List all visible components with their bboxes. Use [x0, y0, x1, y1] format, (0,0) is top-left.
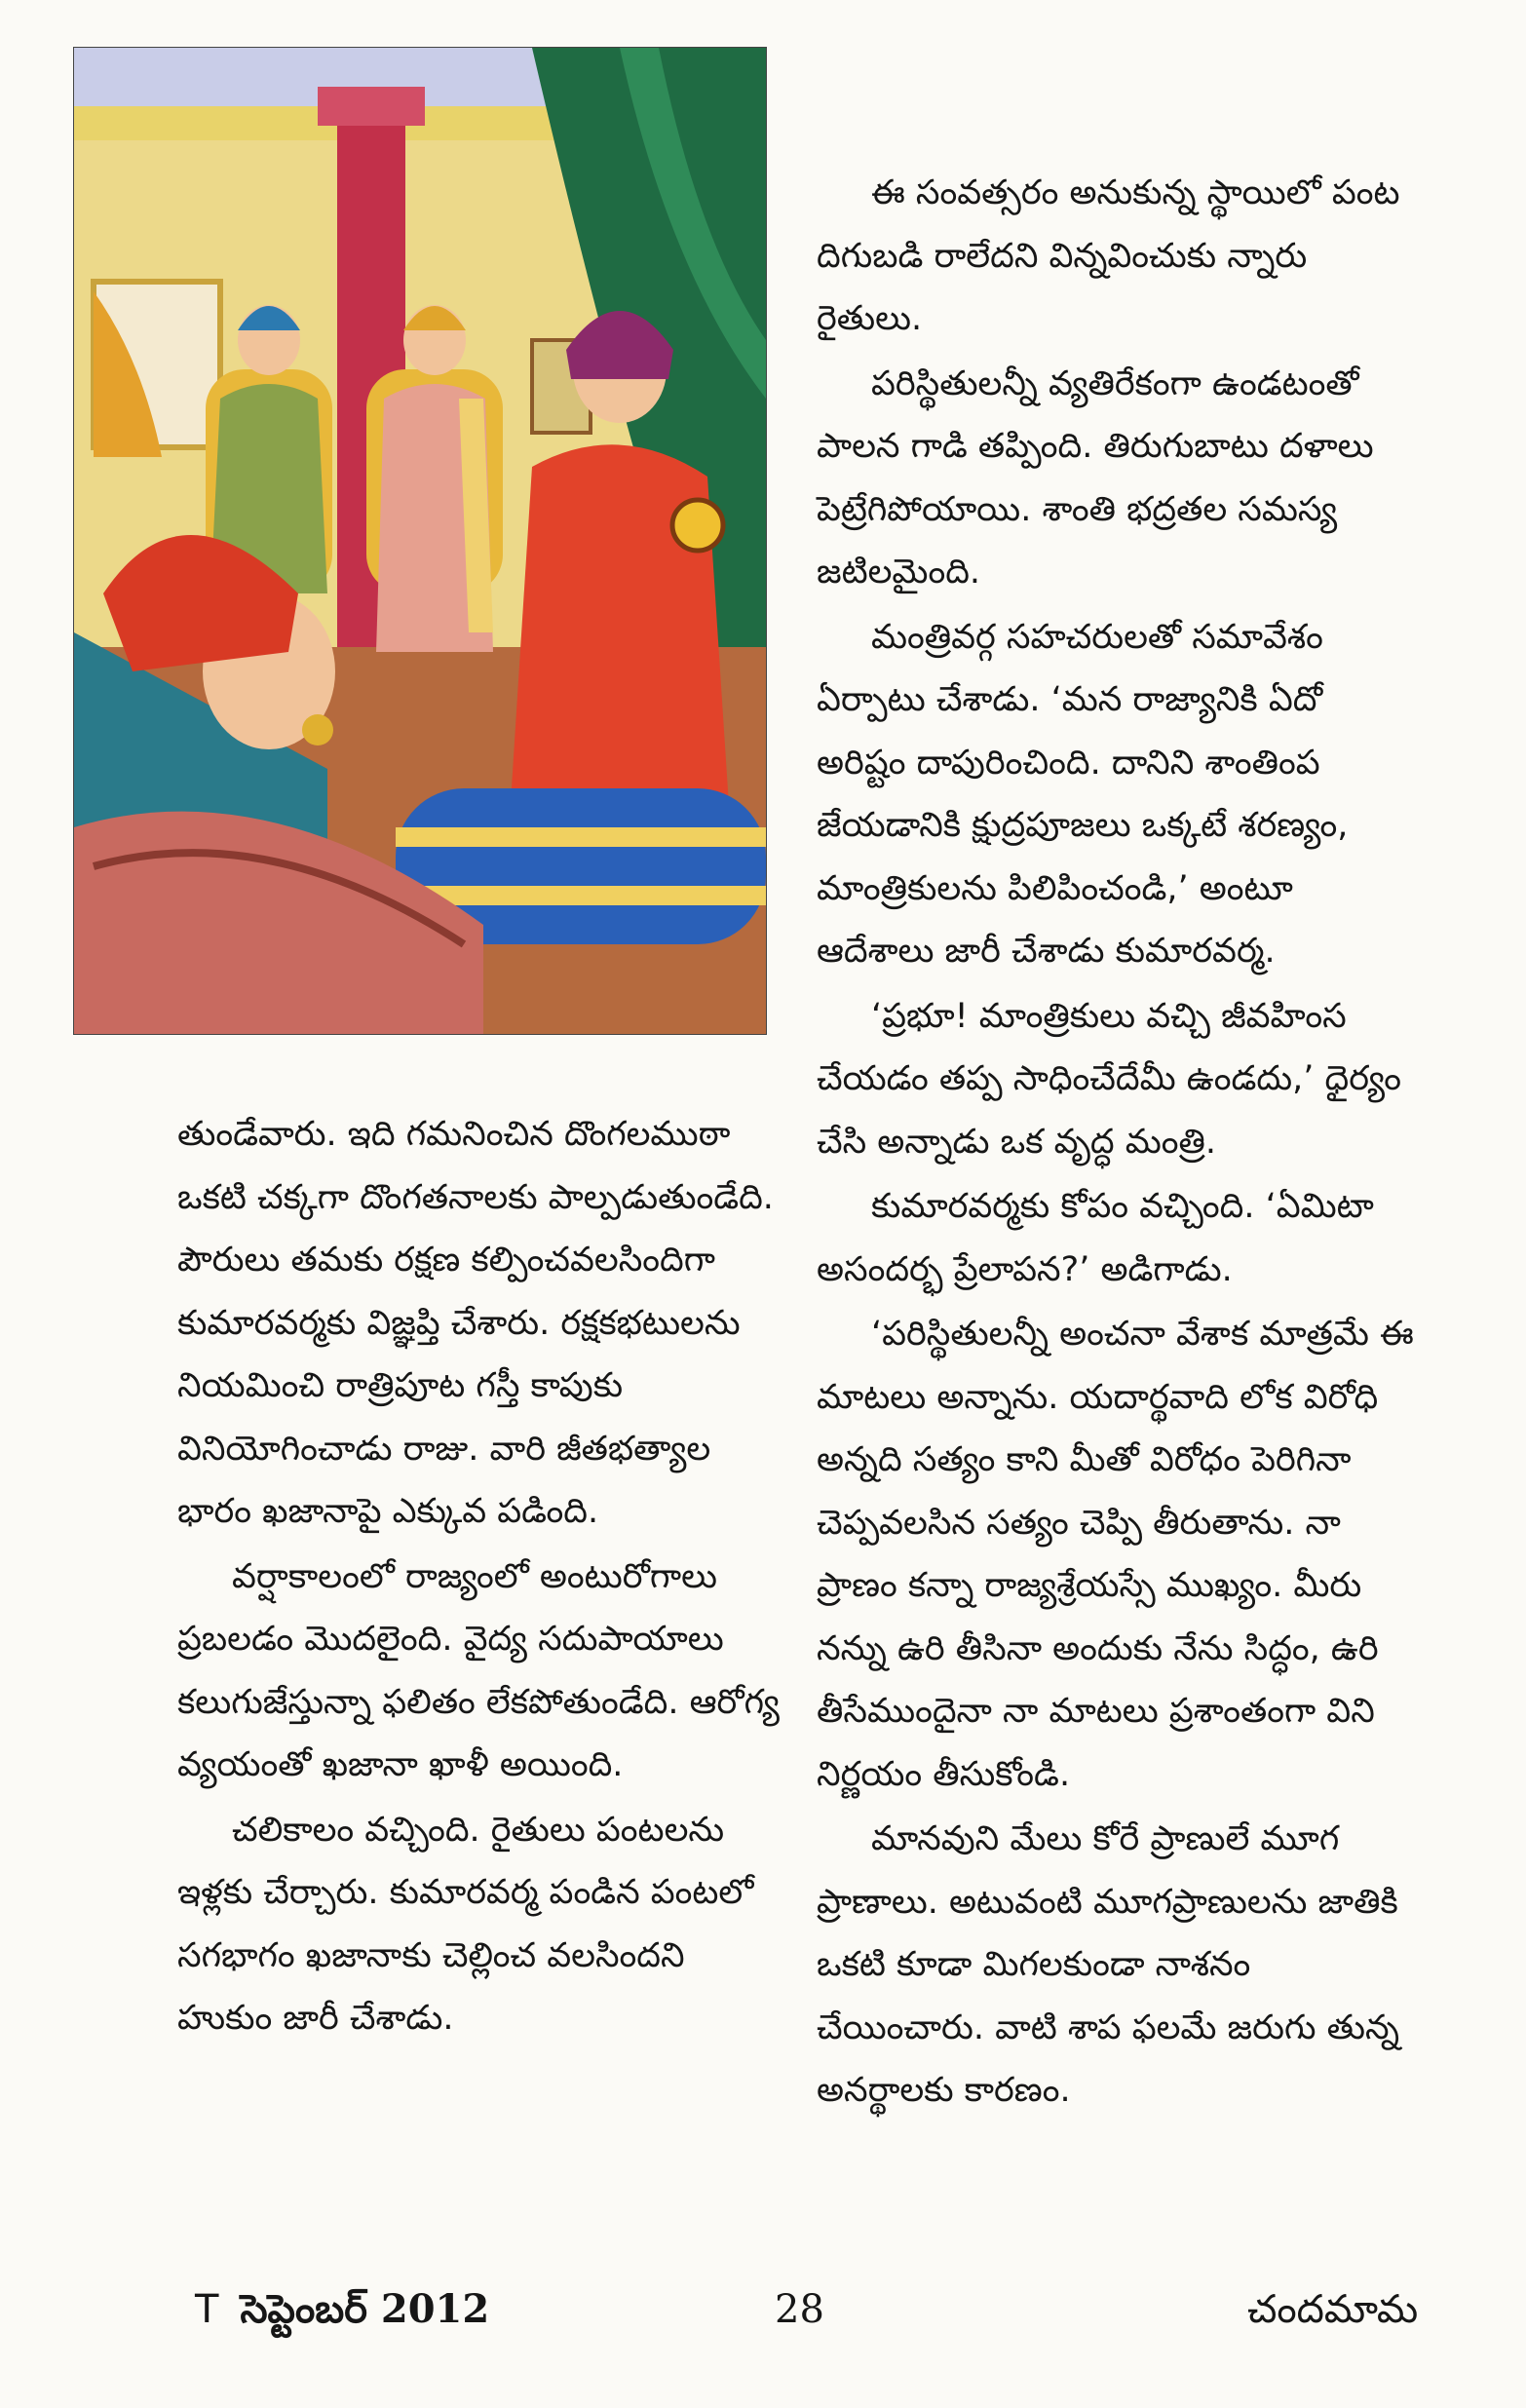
- paragraph: తుండేవారు. ఇది గమనించిన దొంగలముఠా ఒకటి చక్కగా దొంగతనాలకు పాల్పడుతుండేది. పౌరులు తమకు రక్షణ కల్పించవలసిందిగా కుమారవర్మకు విజ్ఞప్తి చేశారు. రక్షకభటులను నియమించి రాత్రిపూట గస్తీ కాపుకు వినియోగించాడు రాజు. వారి జీతభత్యాల భారం ఖజానాపై ఎక్కువ పడింది.: [177, 1115, 774, 1531]
- paragraph: మంత్రివర్గ సహచరులతో సమావేశం ఏర్పాటు చేశాడు. ‘మన రాజ్యానికి ఏదో అరిష్టం దాపురించింది. దానిని శాంతింప జేయడానికి క్షుద్రపూజలు ఒక్కటే శరణ్యం, మాంత్రికులను పిలిపించండి,’ అంటూ ఆదేశాలు జారీ చేశాడు కుమారవర్మ.: [817, 617, 1349, 971]
- paragraph: చలికాలం వచ్చింది. రైతులు పంటలను ఇళ్లకు చేర్చారు. కుమారవర్మ పండిన పంటలో సగభాగం ఖజానాకు చెల్లించ వలసిందని హుకుం జారీ చేశాడు.: [177, 1810, 754, 2038]
- paragraph: ‘పరిస్థితులన్నీ అంచనా వేశాక మాత్రమే ఈ మాటలు అన్నాను. యదార్థవాది లోక విరోధి అన్నది సత్యం కాని మీతో విరోధం పెరిగినా చెప్పవలసిన సత్యం చెప్పి తీరుతాను. నా ప్రాణం కన్నా రాజ్యశ్రేయస్సే ముఖ్యం. మీరు నన్ను ఉరి తీసినా అందుకు నేను సిద్ధం, ఉరి తీసేముందైనా నా మాటలు ప్రశాంతంగా విని నిర్ణయం తీసుకోండి.: [817, 1315, 1414, 1794]
- footer-issue: [195, 2280, 489, 2339]
- left-text-column: [177, 1103, 780, 2052]
- paragraph: ఈ సంవత్సరం అనుకున్న స్థాయిలో పంట దిగుబడి రాలేదని విన్నవించుకు న్నారు రైతులు.: [817, 173, 1400, 338]
- footer-mark: T: [195, 2287, 219, 2332]
- paragraph: కుమారవర్మకు కోపం వచ్చింది. ‘ఏమిటా అసందర్భ ప్రేలాపన?’ అడిగాడు.: [817, 1187, 1374, 1289]
- paragraph: మానవుని మేలు కోరే ప్రాణులే మూగ ప్రాణాలు. అటువంటి మూగప్రాణులను జాతికి ఒకటి కూడా మిగలకుండా నాశనం చేయించారు. వాటి శాప ఫలమే జరుగు తున్న అనర్థాలకు కారణం.: [817, 1819, 1399, 2110]
- page-number: 28: [775, 2287, 824, 2332]
- magazine-name: చందమామ: [1247, 2287, 1419, 2332]
- footer-month-year: సెప్టెంబర్ 2012: [240, 2286, 490, 2332]
- paragraph: వర్షాకాలంలో రాజ్యంలో అంటురోగాలు ప్రబలడం మొదలైంది. వైద్య సదుపాయాలు కలుగుజేస్తున్నా ఫలితం లేకపోతుండేది. ఆరోగ్య వ్యయంతో ఖజానా ఖాళీ అయింది.: [177, 1556, 780, 1784]
- story-illustration: [73, 47, 767, 1035]
- paragraph: ‘ప్రభూ! మాంత్రికులు వచ్చి జీవహింస చేయడం తప్ప సాధించేదేమీ ఉండదు,’ ధైర్యం చేసి అన్నాడు ఒక వృద్ధ మంత్రి.: [817, 996, 1402, 1162]
- king-council-illustration: [74, 48, 766, 1034]
- paragraph: పరిస్థితులన్నీ వ్యతిరేకంగా ఉండటంతో పాలన గాడి తప్పింది. తిరుగుబాటు దళాలు పెట్రేగిపోయాయి. శాంతి భద్రతల సమస్య జటిలమైంది.: [817, 363, 1374, 592]
- right-text-column: [817, 162, 1421, 2124]
